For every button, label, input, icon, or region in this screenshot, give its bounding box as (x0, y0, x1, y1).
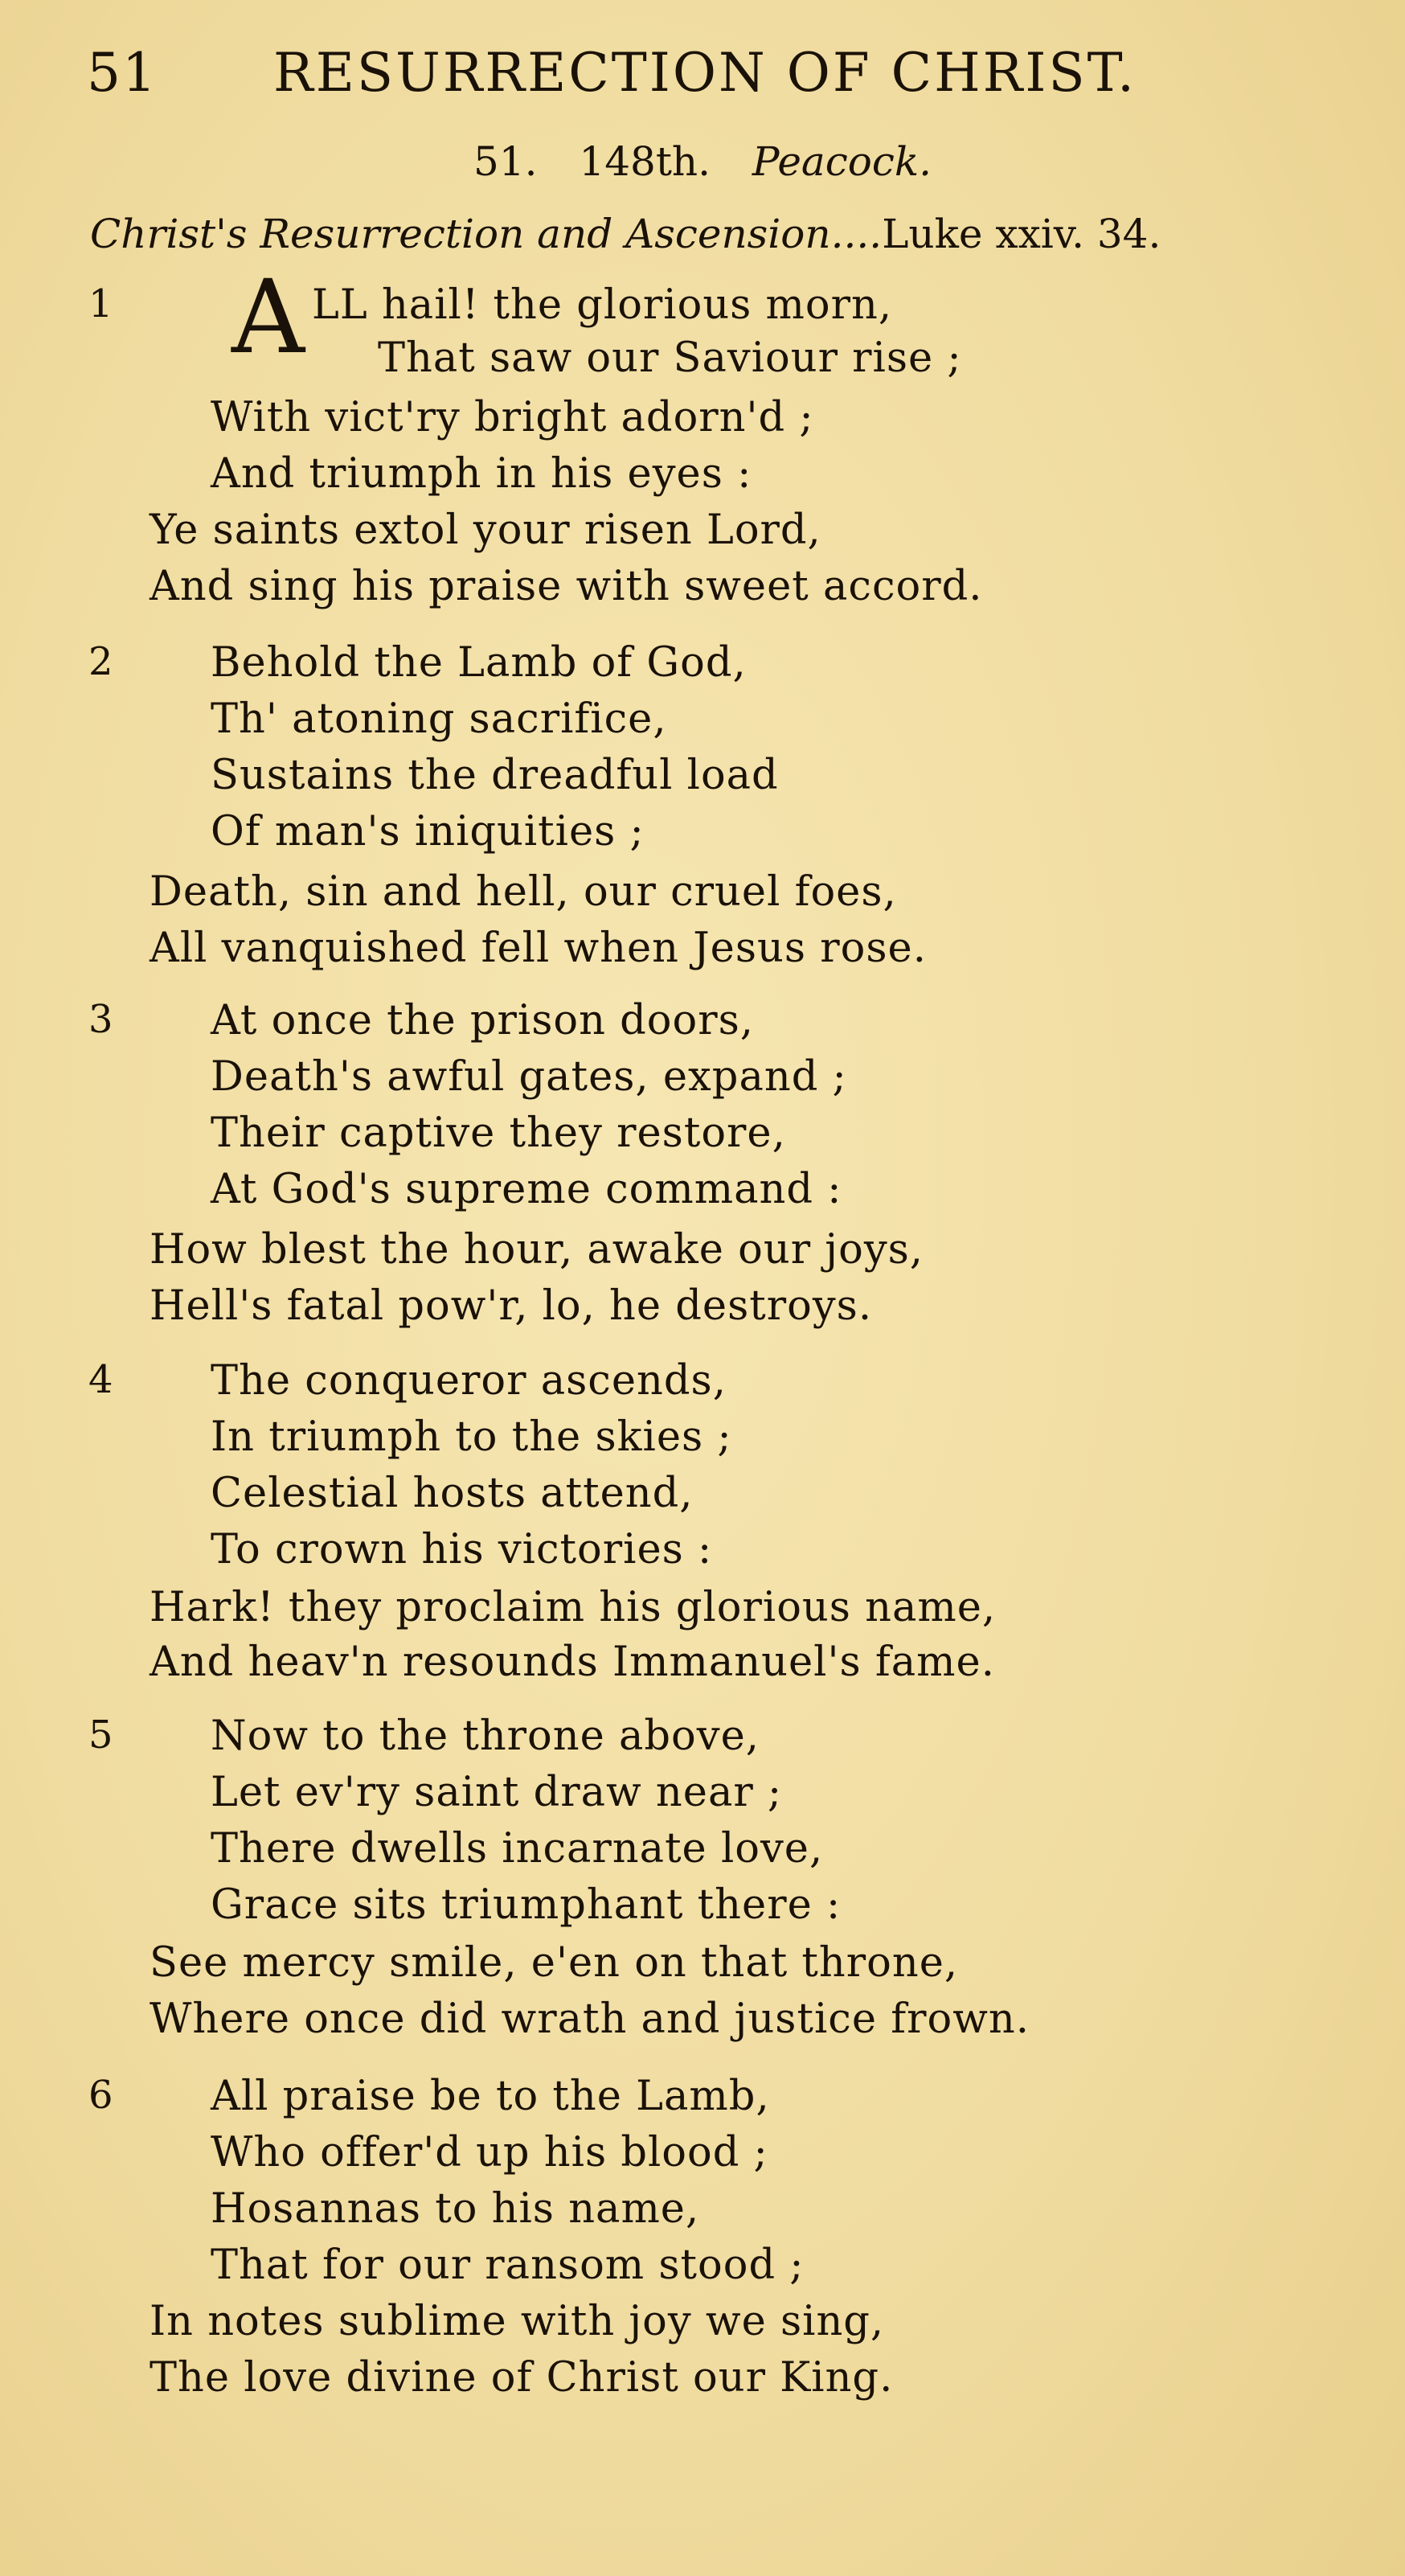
stanza-line: Hark! they proclaim his glorious name, (150, 1584, 997, 1631)
stanza-line: With vict'ry bright adorn'd ; (211, 394, 814, 441)
page-number: 51 (87, 42, 158, 104)
stanza-line: See mercy smile, e'en on that throne, (150, 1939, 959, 1987)
stanza-number: 5 (88, 1713, 113, 1758)
stanza-line: Let ev'ry saint draw near ; (211, 1769, 783, 1816)
drop-cap-remainder: LL hail! the glorious morn, (312, 281, 893, 329)
stanza-line: Th' atoning sacrifice, (211, 695, 667, 743)
stanza-line: To crown his victories : (211, 1526, 713, 1573)
running-head (87, 42, 1148, 122)
stanza-number: 6 (88, 2073, 113, 2118)
stanza-line: The love divine of Christ our King. (150, 2354, 894, 2402)
stanza-number: 3 (88, 997, 113, 1042)
hymn-meter: 148th. (579, 138, 711, 185)
stanza-line: And triumph in his eyes : (211, 450, 752, 498)
stanza-line: All vanquished fell when Jesus rose. (150, 925, 927, 972)
stanza-number: 4 (88, 1357, 113, 1402)
stanza-line: How blest the hour, awake our joys, (150, 1226, 924, 1274)
stanza-line: At God's supreme command : (211, 1166, 842, 1213)
stanza-line: Death, sin and hell, our cruel foes, (150, 868, 897, 916)
stanza-line-2: That saw our Saviour rise ; (378, 334, 962, 382)
stanza-line: That for our ransom stood ; (211, 2242, 805, 2289)
hymn-subject (90, 211, 1161, 257)
stanza-line-1-2 (231, 258, 1037, 386)
stanza-line: Now to the throne above, (211, 1713, 760, 1760)
stanza-number: 2 (88, 639, 113, 684)
running-title: RESURRECTION OF CHRIST. (273, 42, 1137, 104)
stanza-line: Of man's iniquities ; (211, 808, 645, 855)
stanza-line: At once the prison doors, (211, 997, 754, 1044)
hymn-tune: Peacock. (752, 138, 932, 185)
stanza-line: And heav'n resounds Immanuel's fame. (150, 1639, 995, 1686)
stanza-line: In triumph to the skies ; (211, 1413, 732, 1461)
stanza-line: Behold the Lamb of God, (211, 639, 747, 687)
stanza-line: Sustains the dreadful load (211, 752, 779, 799)
stanza-line: All praise be to the Lamb, (211, 2073, 770, 2120)
scripture-reference: Luke xxiv. 34. (882, 211, 1161, 257)
stanza-line: Where once did wrath and justice frown. (150, 1996, 1030, 2043)
stanza-number: 1 (88, 281, 113, 326)
stanza-line: Death's awful gates, expand ; (211, 1053, 847, 1101)
stanza-line: And sing his praise with sweet accord. (150, 563, 983, 610)
drop-cap: A (231, 258, 305, 376)
stanza-line: Ye saints extol your risen Lord, (150, 507, 821, 554)
stanza-line: In notes sublime with joy we sing, (150, 2298, 885, 2345)
stanza-line: Grace sits triumphant there : (211, 1881, 842, 1929)
stanza-line: There dwells incarnate love, (211, 1825, 824, 1873)
hymn-heading (0, 138, 1405, 185)
stanza-line: Their captive they restore, (211, 1110, 786, 1157)
subject-title: Christ's Resurrection and Ascension.... (90, 211, 883, 257)
stanza-line: Celestial hosts attend, (211, 1470, 694, 1517)
hymn-number: 51. (473, 138, 538, 185)
stanza-line: Hell's fatal pow'r, lo, he destroys. (150, 1282, 873, 1330)
stanza-line: Who offer'd up his blood ; (211, 2129, 768, 2176)
stanza-line: The conqueror ascends, (211, 1357, 727, 1405)
stanza-line: Hosannas to his name, (211, 2185, 700, 2233)
